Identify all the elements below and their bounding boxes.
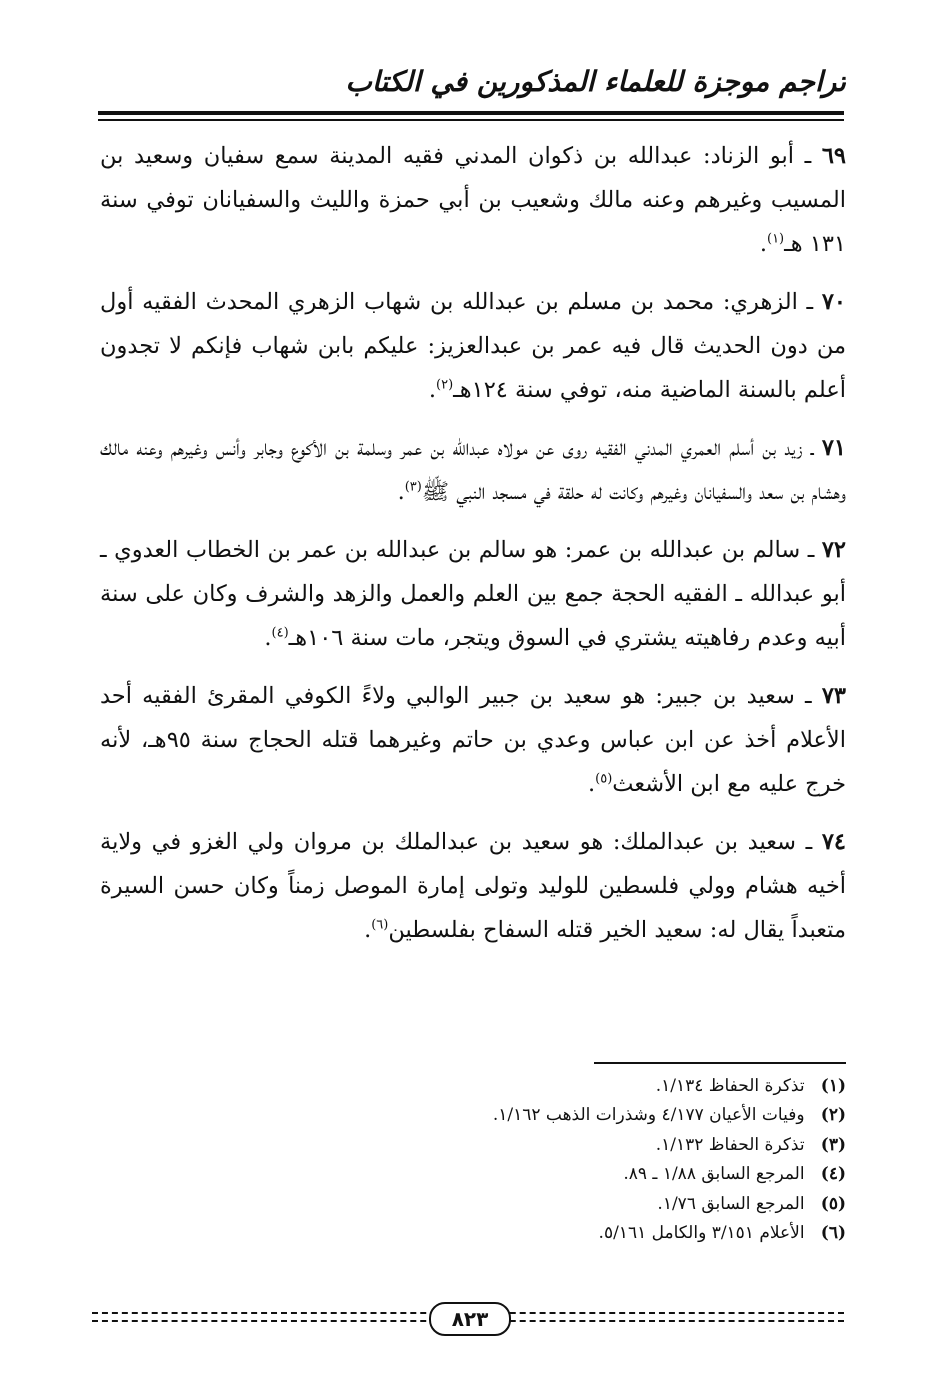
footnote-text: الأعلام ٣/١٥١ والكامل ٥/١٦١.	[598, 1223, 805, 1244]
footnote-ref: (٥)	[595, 771, 613, 787]
footnote-number: (١)	[820, 1076, 846, 1096]
footnote-number: (٤)	[820, 1164, 846, 1185]
footnote-ref: (١)	[766, 231, 785, 247]
entry-text: ـ سعيد بن عبدالملك: هو سعيد بن عبدالملك بن مروان ولي الغزو في ولاية أخيه هشام وولي فلسطين للوليد وتولى إمارة الموصل زمناً وكان حسن السيرة متعبداً يقال له: سعيد الخير قتله السفاح بفلسطين	[100, 829, 846, 943]
entry-end: .	[397, 479, 405, 505]
footnote-text: تذكرة الحفاظ ١/١٣٢.	[655, 1134, 805, 1155]
entry-74	[100, 820, 846, 952]
entry-end: .	[428, 377, 437, 403]
footnote-item	[100, 1072, 846, 1101]
entry-text: ـ الزهري: محمد بن مسلم بن عبدالله بن شهاب الزهري المحدث الفقيه أول من دون الحديث قال فيه عمر بن عبدالعزيز: عليكم بابن شهاب فإنكم لا تجدون أعلم بالسنة الماضية منه، توفي سنة ١٢٤هـ	[100, 289, 846, 403]
footnote-text: المرجع السابق ١/٨٨ ـ ٨٩.	[623, 1164, 805, 1185]
entry-71	[100, 426, 846, 514]
footnote-text: وفيات الأعيان ٤/١٧٧ وشذرات الذهب ١/١٦٢.	[492, 1105, 805, 1126]
entry-69	[100, 134, 846, 266]
page-number: ٨٢٣	[429, 1302, 511, 1336]
footnote-item	[100, 1160, 846, 1189]
entry-number: ٧١	[821, 435, 846, 461]
footnote-number: (٣)	[820, 1134, 846, 1155]
footnote-separator	[594, 1062, 846, 1064]
footnote-text: تذكرة الحفاظ ١/١٣٤.	[655, 1076, 805, 1096]
footnote-item	[100, 1190, 846, 1219]
footnote-ref: (٣)	[404, 479, 422, 495]
entry-number: ٧٤	[821, 829, 846, 855]
entry-number: ٧٢	[821, 537, 846, 563]
footnote-number: (٦)	[820, 1223, 846, 1244]
footnote-item	[100, 1101, 846, 1130]
footnote-item	[100, 1219, 846, 1248]
footnote-number: (٢)	[820, 1105, 846, 1126]
entry-end: .	[587, 771, 596, 797]
entry-text: ـ سالم بن عبدالله بن عمر: هو سالم بن عبدالله بن عمر بن الخطاب العدوي ـ أبو عبدالله ـ الفقيه الحجة جمع بين العلم والعمل والزهد والشرف وكان على سنة أبيه وعدم رفاهيته يشتري في السوق ويتجر، مات سنة ١٠٦هـ	[100, 537, 846, 651]
footnote-ref: (٤)	[271, 625, 289, 641]
header-rule-thin	[98, 119, 844, 121]
running-head-title: تراجم موجزة للعلماء المذكورين في الكتاب	[345, 65, 846, 98]
entry-73	[100, 674, 846, 806]
entry-end: .	[759, 231, 767, 257]
entry-72	[100, 528, 846, 660]
entry-end: .	[264, 625, 272, 651]
footnote-item	[100, 1131, 846, 1160]
entry-70	[100, 280, 846, 412]
footnotes-list	[100, 1072, 846, 1248]
entry-number: ٦٩	[821, 143, 846, 169]
entry-end: .	[364, 917, 372, 943]
footnote-ref: (٢)	[436, 377, 454, 393]
footnote-number: (٥)	[820, 1193, 846, 1214]
entry-number: ٧٣	[821, 683, 846, 709]
footnote-text: المرجع السابق ١/٧٦.	[657, 1193, 805, 1214]
entry-number: ٧٠	[821, 289, 846, 315]
header-rule-thick	[98, 111, 844, 115]
entry-text: ـ زيد بن أسلم العمري المدني الفقيه روى عن مولاه عبدالله بن عمر وسلمة بن الأكوع وجابر وأنس وغيرهم وعنه مالك وهشام بن سعد والسفيانان وغيرهم وكانت له حلقة في مسجد النبي ﷺ	[100, 435, 846, 505]
page-footer	[92, 1300, 844, 1334]
entry-text: ـ سعيد بن جبير: هو سعيد بن جبير الوالبي ولاءً الكوفي المقرئ الفقيه أحد الأعلام أخذ عن ابن عباس وعدي بن حاتم وغيرهما قتله الحجاج سنة ٩٥هـ، لأنه خرج عليه مع ابن الأشعث	[100, 683, 847, 797]
biography-entries	[100, 134, 846, 966]
footnote-ref: (٦)	[371, 917, 389, 933]
entry-text: ـ أبو الزناد: عبدالله بن ذكوان المدني فقيه المدينة سمع سفيان وسعيد بن المسيب وغيرهم وعنه مالك وشعيب بن أبي حمزة والليث والسفيانان توفي سنة ١٣١ هـ	[100, 143, 846, 257]
